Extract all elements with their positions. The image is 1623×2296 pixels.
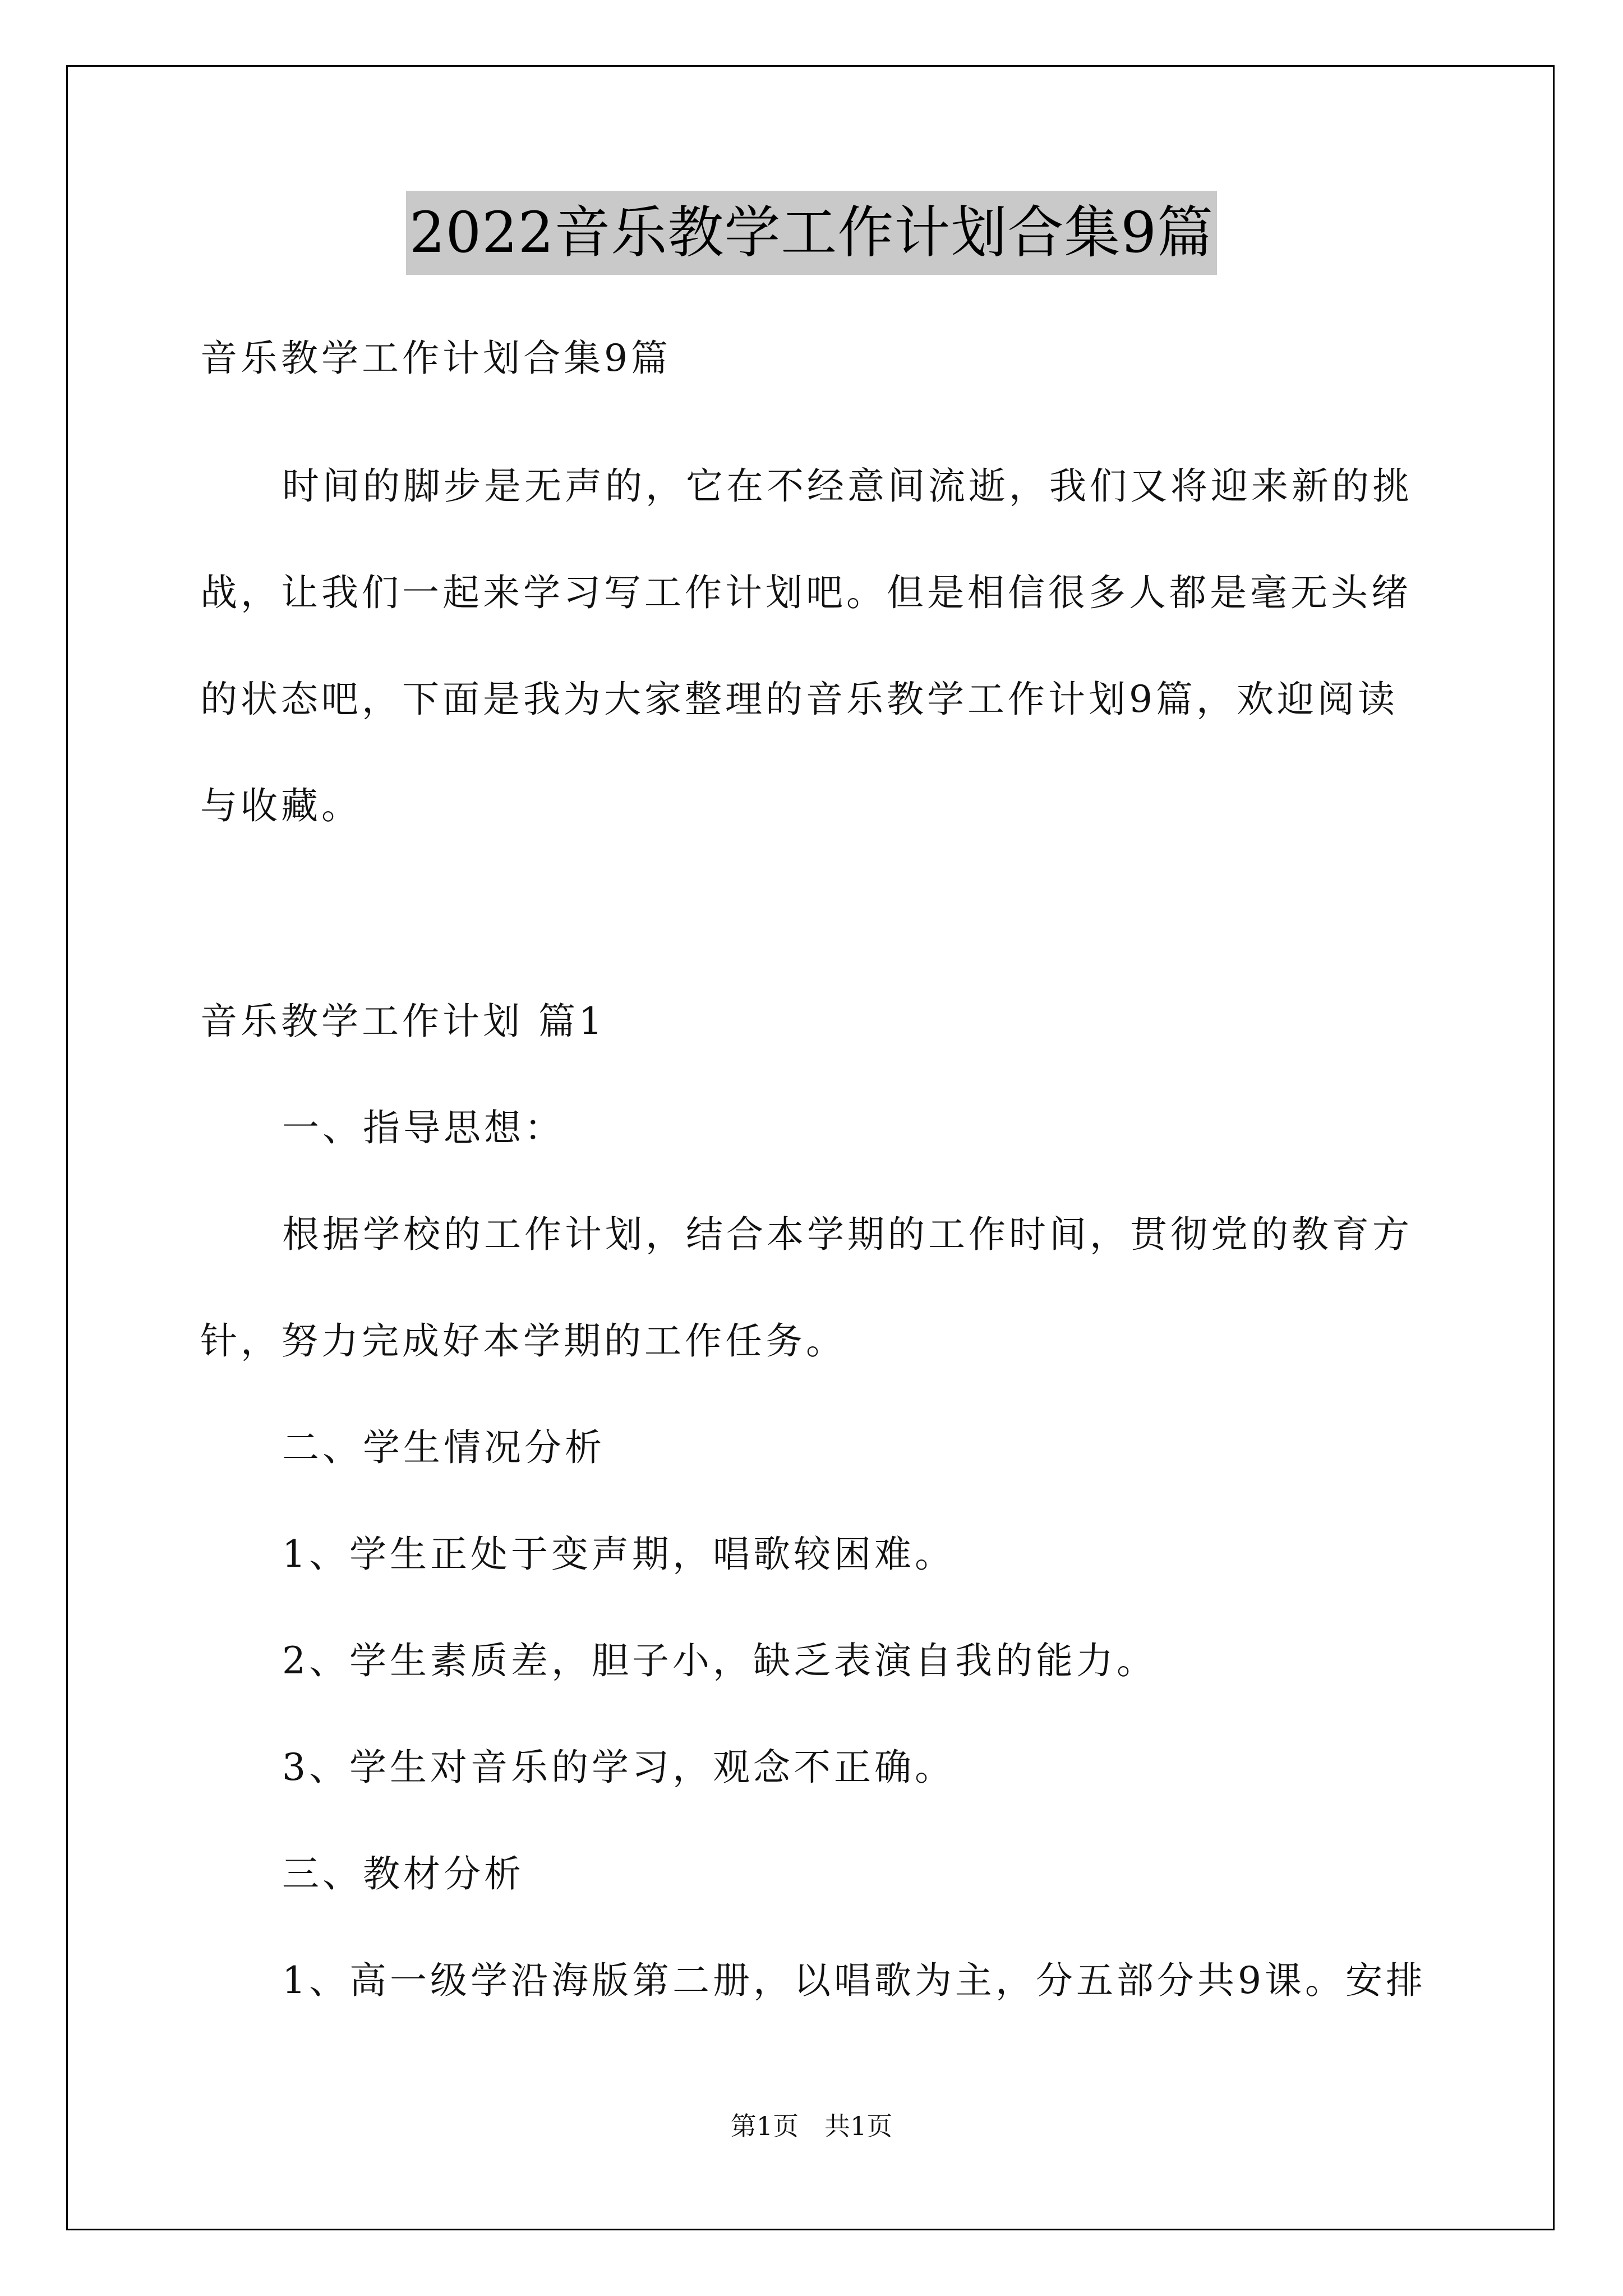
intro-line-3: 的状态吧，下面是我为大家整理的音乐教学工作计划9篇，欢迎阅读 bbox=[200, 678, 1398, 721]
page-footer: 第1页 共1页 bbox=[730, 2111, 893, 2141]
body-line-2: 根据学校的工作计划，结合本学期的工作时间，贯彻党的教育方 bbox=[282, 1213, 1413, 1256]
body-line-9: 1、高一级学沿海版第二册，以唱歌为主，分五部分共9课。安排 bbox=[282, 1959, 1426, 2002]
intro-line-2: 战，让我们一起来学习写工作计划吧。但是相信很多人都是毫无头绪 bbox=[200, 571, 1412, 614]
body-line-4: 二、学生情况分析 bbox=[282, 1426, 605, 1469]
body-line-6: 2、学生素质差，胆子小，缺乏表演自我的能力。 bbox=[282, 1639, 1157, 1682]
document-subtitle: 音乐教学工作计划合集9篇 bbox=[200, 337, 671, 380]
body-line-8: 三、教材分析 bbox=[282, 1852, 524, 1895]
intro-line-1: 时间的脚步是无声的，它在不经意间流逝，我们又将迎来新的挑 bbox=[282, 464, 1413, 508]
body-line-7: 3、学生对音乐的学习，观念不正确。 bbox=[282, 1746, 955, 1789]
section-heading: 音乐教学工作计划 篇1 bbox=[200, 1000, 606, 1043]
body-line-1: 一、指导思想： bbox=[282, 1106, 565, 1149]
body-line-3: 针，努力完成好本学期的工作任务。 bbox=[200, 1319, 846, 1363]
title-container bbox=[0, 191, 1623, 275]
intro-line-4: 与收藏。 bbox=[200, 784, 362, 827]
document-title: 2022音乐教学工作计划合集9篇 bbox=[406, 191, 1217, 275]
body-line-5: 1、学生正处于变声期，唱歌较困难。 bbox=[282, 1533, 955, 1576]
